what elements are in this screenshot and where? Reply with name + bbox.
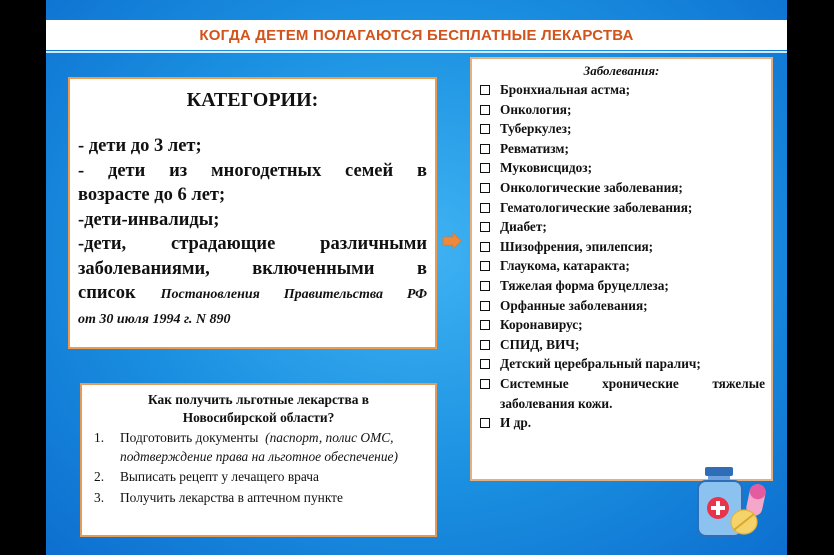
how-to-step <box>92 489 425 508</box>
disease-item: Ревматизм; <box>478 139 765 159</box>
title-divider <box>46 51 787 53</box>
categories-heading: КАТЕГОРИИ: <box>186 89 319 111</box>
checkbox-icon <box>480 301 490 311</box>
category-item: - дети из многодетных семей в <box>78 160 427 181</box>
disease-item: Онкология; <box>478 100 765 120</box>
category-item: - дети до 3 лет; <box>78 136 202 156</box>
category-item: заболеваниями, включенными в <box>78 258 427 279</box>
checkbox-icon <box>480 340 490 350</box>
how-to-title-line: Как получить льготные лекарства в <box>147 392 370 407</box>
step-number: 3. <box>94 489 105 505</box>
diseases-box <box>470 57 773 481</box>
categories-list <box>78 134 427 332</box>
disease-item: Бронхиальная астма; <box>478 80 765 100</box>
step-detail: (паспорт, полис ОМС, подтверждение права на льготное обеспечение) <box>120 430 398 464</box>
category-item: -дети, страдающие различными <box>78 234 427 254</box>
step-number: 2. <box>94 469 105 484</box>
title-bar <box>46 20 787 50</box>
disease-item: Глаукома, катаракта; <box>478 256 765 276</box>
checkbox-icon <box>480 105 490 115</box>
checkbox-icon <box>480 124 490 134</box>
checkbox-icon <box>480 183 490 193</box>
category-lead-word: список <box>78 283 136 303</box>
disease-item: Туберкулез; <box>478 119 765 139</box>
checkbox-icon <box>480 281 490 291</box>
checkbox-icon <box>480 85 490 95</box>
checkbox-icon <box>480 418 490 428</box>
checkbox-icon <box>480 222 490 232</box>
checkbox-icon <box>480 359 490 369</box>
checkbox-icon <box>480 379 490 389</box>
step-text: Выписать рецепт у лечащего врача <box>120 469 319 484</box>
checkbox-icon <box>480 242 490 252</box>
page-title: КОГДА ДЕТЕМ ПОЛАГАЮТСЯ БЕСПЛАТНЫЕ ЛЕКАРСТВА <box>199 26 634 44</box>
disease-item: Тяжелая форма бруцеллеза; <box>478 276 765 296</box>
category-item: возрасте до 6 лет; <box>78 185 226 205</box>
how-to-step <box>92 429 425 466</box>
step-text: Получить лекарства в аптечном пункте <box>120 489 343 505</box>
disease-item: Шизофрения, эпилепсия; <box>478 237 765 257</box>
how-to-box <box>80 383 437 537</box>
checkbox-icon <box>480 163 490 173</box>
disease-item: Диабет; <box>478 217 765 237</box>
step-number: 1. <box>94 430 105 445</box>
disease-item: СПИД, ВИЧ; <box>478 335 765 355</box>
slide <box>46 0 787 555</box>
checkbox-icon <box>480 261 490 271</box>
how-to-step <box>92 468 425 487</box>
disease-item: Системные хронические тяжелые заболевания кожи. <box>478 374 765 413</box>
how-to-title-line: Новосибирской области? <box>182 410 335 425</box>
diseases-heading: Заболевания: <box>583 63 660 78</box>
disease-item: Коронавирус; <box>478 315 765 335</box>
how-to-title <box>92 391 425 427</box>
disease-item: Гематологические заболевания; <box>478 198 765 218</box>
right-arrow-icon <box>442 232 462 250</box>
disease-item: Муковисцидоз; <box>478 158 765 178</box>
decree-date: от 30 июля 1994 г. N 890 <box>78 311 231 327</box>
checkbox-icon <box>480 203 490 213</box>
checkbox-icon <box>480 144 490 154</box>
decree-reference: Постановления Правительства РФ <box>160 287 427 302</box>
step-text: Подготовить документы (паспорт, полис ОМС, подтверждение права на льготное обеспечение) <box>120 430 398 464</box>
disease-item: Онкологические заболевания; <box>478 178 765 198</box>
disease-item: Детский церебральный паралич; <box>478 354 765 374</box>
category-item-last-line <box>78 281 427 308</box>
disease-item: Орфанные заболевания; <box>478 296 765 316</box>
checkbox-icon <box>480 320 490 330</box>
diseases-list <box>478 80 765 433</box>
medicine-bottle-icon <box>696 466 774 538</box>
disease-item: И др. <box>478 413 765 433</box>
category-item: -дети-инвалиды; <box>78 209 220 230</box>
categories-box <box>68 77 437 349</box>
